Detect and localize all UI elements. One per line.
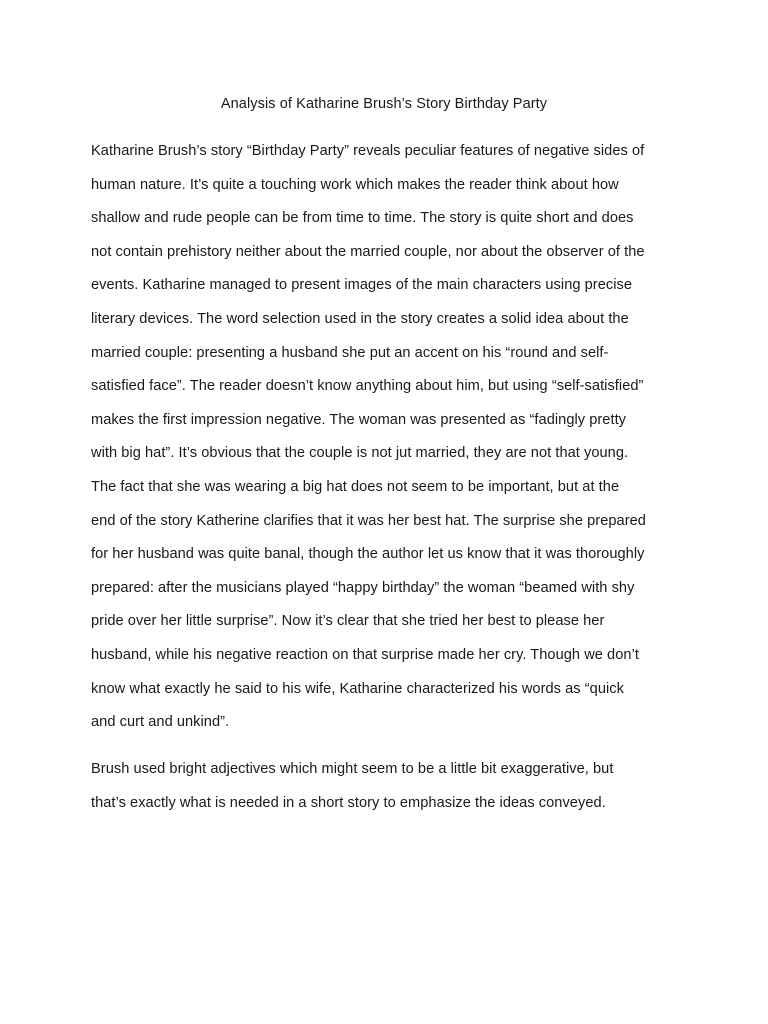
text-line: and curt and unkind”.	[91, 714, 230, 731]
text-line: satisfied face”. The reader doesn’t know anything about him, but using “self-satisfied”	[91, 378, 644, 395]
text-line: shallow and rude people can be from time to time. The story is quite short and does	[91, 210, 634, 227]
text-line: Katharine Brush’s story “Birthday Party” reveals peculiar features of negative sides of	[91, 143, 645, 159]
text-line: not contain prehistory neither about the married couple, nor about the observer of the	[91, 243, 645, 260]
document-title: Analysis of Katharine Brush’s Story Birthday Party	[220, 96, 548, 112]
text-line: prepared: after the musicians played “happy birthday” the woman “beamed with shy	[91, 579, 635, 596]
text-line: pride over her little surprise”. Now it’s clear that she tried her best to please her	[91, 613, 605, 630]
text-line: Brush used bright adjectives which might seem to be a little bit exaggerative, but	[91, 761, 614, 777]
text-line: literary devices. The word selection used in the story creates a solid idea about the	[91, 310, 629, 327]
text-line: for her husband was quite banal, though the author let us know that it was thoroughly	[91, 546, 645, 563]
text-line: know what exactly he said to his wife, Katharine characterized his words as “quick	[91, 680, 624, 697]
text-line: husband, while his negative reaction on that surprise made her cry. Though we don’t	[91, 646, 639, 663]
text-line: that’s exactly what is needed in a short story to emphasize the ideas conveyed.	[91, 794, 606, 811]
text-line: married couple: presenting a husband she put an accent on his “round and self-	[91, 344, 609, 361]
paragraph-2	[91, 758, 691, 825]
text-line: end of the story Katherine clarifies that it was her best hat. The surprise she prepared	[91, 512, 646, 529]
text-line: makes the first impression negative. The woman was presented as “fadingly pretty	[91, 411, 627, 428]
text-line: events. Katharine managed to present images of the main characters using precise	[91, 277, 633, 294]
text-line: The fact that she was wearing a big hat does not seem to be important, but at the	[91, 478, 620, 495]
text-line: with big hat”. It’s obvious that the couple is not jut married, they are not that young.	[91, 445, 629, 462]
paragraph-1	[91, 140, 691, 745]
text-line: human nature. It’s quite a touching work which makes the reader think about how	[91, 176, 619, 193]
